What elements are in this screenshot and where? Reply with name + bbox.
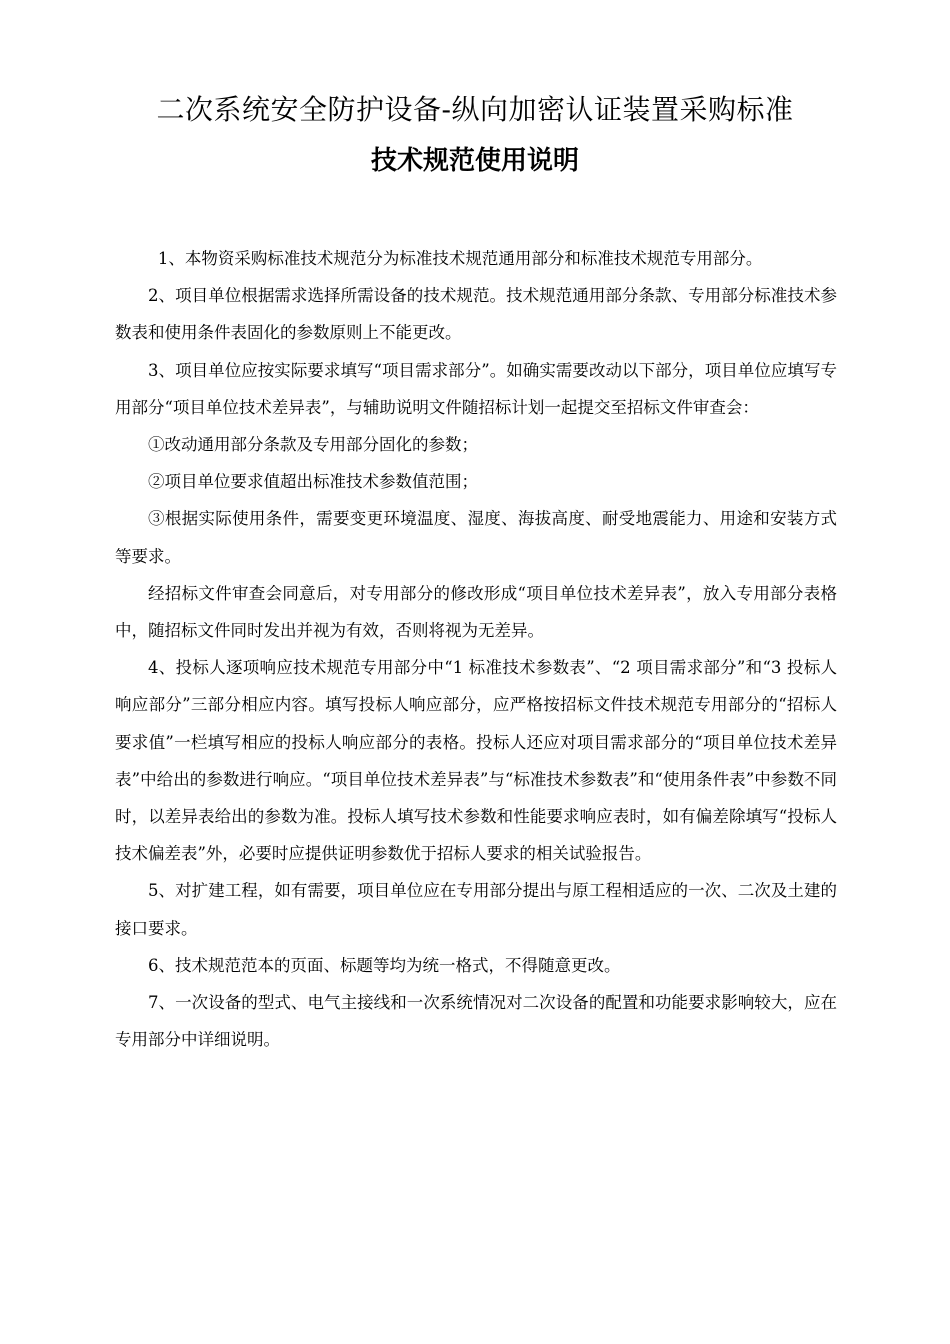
paragraph-2: 2、项目单位根据需求选择所需设备的技术规范。技术规范通用部分条款、专用部分标准技术参数表和使用条件表固化的参数原则上不能更改。 bbox=[115, 286, 837, 343]
paragraph-3-item-3: ③根据实际使用条件，需要变更环境温度、湿度、海拔高度、耐受地震能力、用途和安装方式等要求。 bbox=[115, 509, 837, 566]
paragraph-3-item-2: ②项目单位要求值超出标准技术参数值范围； bbox=[148, 472, 478, 492]
document-title: 二次系统安全防护设备-纵向加密认证装置采购标准 bbox=[156, 93, 794, 126]
paragraph-3-followup: 经招标文件审查会同意后，对专用部分的修改形成“项目单位技术差异表”，放入专用部分表格中，随招标文件同时发出并视为有效，否则将视为无差异。 bbox=[115, 583, 837, 641]
document-body bbox=[115, 240, 837, 1058]
paragraph-4: 4、投标人逐项响应技术规范专用部分中“1 标准技术参数表”、“2 项目需求部分”和“3 投标人响应部分”三部分相应内容。填写投标人响应部分，应严格按招标文件技术规范专用部分的“招标人要求值”一栏填写相应的投标人响应部分的表格。投标人还应对项目需求部分的“项目单位技术差异表”中给出的参数进行响应。“项目单位技术差异表”与“标准技术参数表”和“使用条件表”中参数不同时，以差异表给出的参数为准。投标人填写技术参数和性能要求响应表时，如有偏差除填写“投标人技术偏差表”外，必要时应提供证明参数优于招标人要求的相关试验报告。 bbox=[115, 658, 837, 864]
paragraph-7: 7、一次设备的型式、电气主接线和一次系统情况对二次设备的配置和功能要求影响较大，应在专用部分中详细说明。 bbox=[115, 993, 837, 1050]
paragraph-1: 1、本物资采购标准技术规范分为标准技术规范通用部分和标准技术规范专用部分。 bbox=[157, 249, 763, 268]
document-subtitle: 技术规范使用说明 bbox=[370, 146, 579, 176]
paragraph-6: 6、技术规范范本的页面、标题等均为统一格式，不得随意更改。 bbox=[148, 955, 621, 975]
paragraph-3-item-1: ①改动通用部分条款及专用部分固化的参数； bbox=[148, 435, 478, 455]
paragraph-3: 3、项目单位应按实际要求填写“项目需求部分”。如确实需要改动以下部分，项目单位应填写专用部分“项目单位技术差异表”，与辅助说明文件随招标计划一起提交至招标文件审查会： bbox=[115, 360, 837, 417]
paragraph-5: 5、对扩建工程，如有需要，项目单位应在专用部分提出与原工程相适应的一次、二次及土建的接口要求。 bbox=[115, 881, 837, 938]
